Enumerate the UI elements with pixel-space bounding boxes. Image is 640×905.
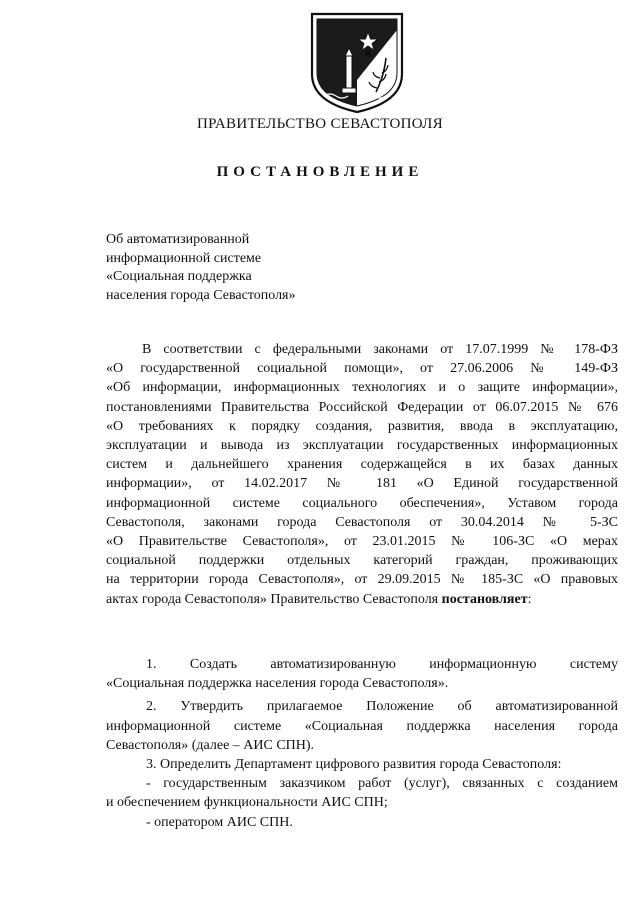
preamble-line: актах города Севастополя» Правительство Севастополя bbox=[106, 591, 439, 607]
preamble-line: на территории города Севастополя», от 29.09.2015 № 185-ЗС «О правовых bbox=[106, 572, 618, 588]
preamble-line: постановлениями Правительства Российской Федерации от 06.07.2015 № 676 bbox=[106, 399, 618, 415]
preamble-line: «О Правительстве Севастополя», от 23.01.2015 № 106-ЗС «О мерах bbox=[106, 534, 618, 550]
document-subject bbox=[106, 231, 406, 305]
resolves-colon: : bbox=[527, 591, 532, 607]
item-line: - государственным заказчиком работ (услуг), связанных с созданием bbox=[146, 776, 618, 792]
item-line: Севастополя» (далее – АИС СПН). bbox=[106, 737, 315, 753]
preamble-line-final bbox=[106, 590, 618, 609]
preamble-line: информационной системе социального обеспечения», Уставом города bbox=[106, 495, 618, 511]
subject-line: информационной системе bbox=[106, 250, 262, 266]
subject-line: «Социальная поддержка bbox=[106, 269, 252, 284]
preamble-line: «Об информации, информационных технологиях и о защите информации», bbox=[106, 380, 618, 396]
item-line: - оператором АИС СПН. bbox=[146, 814, 293, 830]
item-line: 2. Утвердить прилагаемое Положение об автоматизированной bbox=[146, 699, 618, 715]
preamble-line: социальной поддержки отдельных категорий граждан, проживающих bbox=[106, 553, 618, 569]
sevastopol-coat-of-arms-emblem bbox=[306, 10, 408, 114]
government-title: ПРАВИТЕЛЬСТВО СЕВАСТОПОЛЯ bbox=[197, 116, 443, 132]
subject-line: населения города Севастополя» bbox=[106, 287, 296, 303]
item-line: информационной системе «Социальная поддержка населения города bbox=[106, 718, 618, 734]
preamble-line: эксплуатации и вывода из эксплуатации государственных информационных bbox=[106, 438, 618, 454]
preamble-line: В соответствии с федеральными законами от 17.07.1999 № 178-ФЗ bbox=[142, 342, 618, 357]
subject-line: Об автоматизированной bbox=[106, 232, 250, 247]
resolution-items bbox=[106, 655, 618, 832]
item-line: и обеспечением функциональности АИС СПН; bbox=[106, 795, 388, 811]
preamble-paragraph bbox=[106, 340, 618, 609]
preamble-line: систем и дальнейшего хранения содержащейся в их базах данных bbox=[106, 457, 618, 473]
preamble-line: «О требованиях к порядку создания, развития, ввода в эксплуатацию, bbox=[106, 418, 618, 434]
preamble-line: Севастополя, законами города Севастополя от 30.04.2014 № 5-ЗС bbox=[106, 514, 618, 530]
preamble-line: «О государственной социальной помощи», от 27.06.2006 № 149-ФЗ bbox=[106, 361, 618, 377]
document-type-heading: ПОСТАНОВЛЕНИЕ bbox=[216, 164, 424, 180]
preamble-line: информации», от 14.02.2017 № 181 «О Единой государственной bbox=[106, 476, 618, 492]
item-line: «Социальная поддержка населения города Севастополя». bbox=[106, 676, 449, 692]
item-line: 3. Определить Департамент цифрового развития города Севастополя: bbox=[146, 757, 562, 773]
resolves-keyword: постановляет bbox=[441, 591, 528, 607]
item-line: 1. Создать автоматизированную информационную систему bbox=[146, 657, 618, 672]
